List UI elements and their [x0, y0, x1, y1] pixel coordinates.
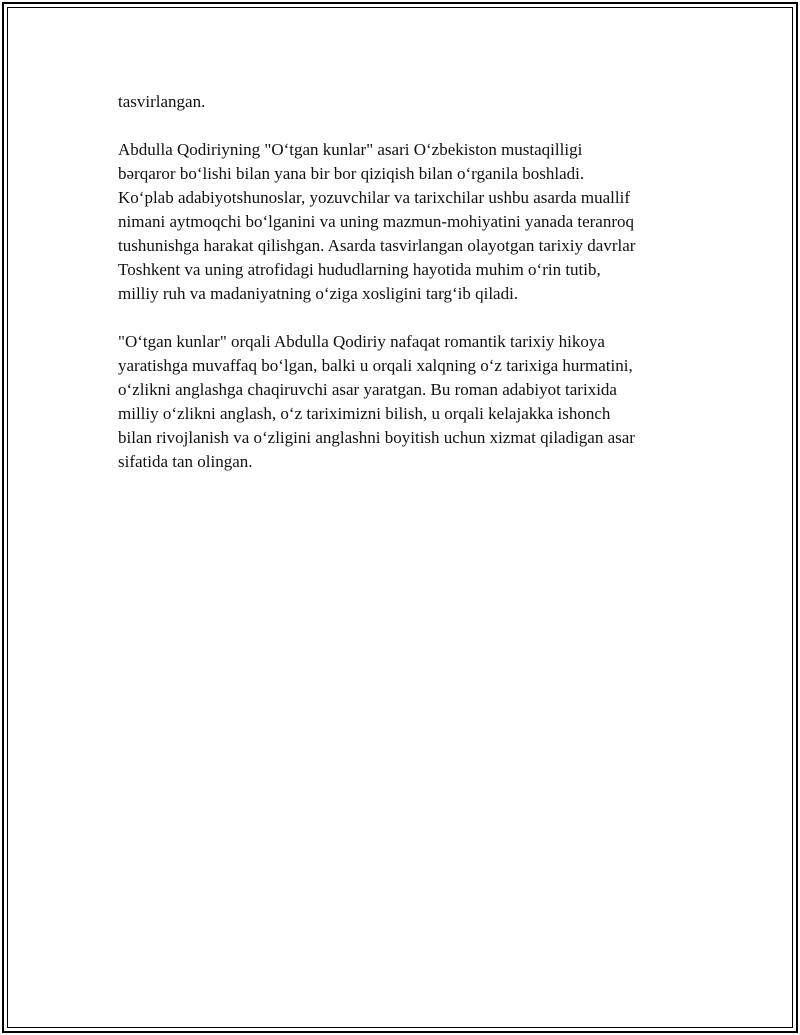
paragraph-2: Abdulla Qodiriyning "O‘tgan kunlar" asari O‘zbekiston mustaqilligi bərqaror bo‘lishi bilan yana bir bor qiziqish bilan o‘rganila boshladi. Ko‘plab adabiyotshunoslar, yozuvchilar va tarixchilar ushbu asarda muallif nimani aytmoqchi bo‘lganini va uning mazmun-mohiyatini yanada teranroq tushunishga harakat qilishgan. Asarda tasvirlangan olayotgan tarixiy davrlar Toshkent va uning atrofidagi hududlarning hayotida muhim o‘rin tutib, milliy ruh va madaniyatning o‘ziga xosligini targ‘ib qiladi. [118, 140, 636, 303]
paragraph-3: "O‘tgan kunlar" orqali Abdulla Qodiriy nafaqat romantik tarixiy hikoya yaratishga muvaffaq bo‘lgan, balki u orqali xalqning o‘z tarixiga hurmatini, o‘zlikni anglashga chaqiruvchi asar yaratgan. Bu roman adabiyot tarixida milliy o‘zlikni anglash, o‘z tariximizni bilish, u orqali kelajakka ishonch bilan rivojlanish va o‘zligini anglashni boyitish uchun xizmat qiladigan asar sifatida tan olingan. [118, 332, 635, 471]
paragraph-1: tasvirlangan. [118, 92, 206, 111]
document-body [118, 90, 698, 498]
